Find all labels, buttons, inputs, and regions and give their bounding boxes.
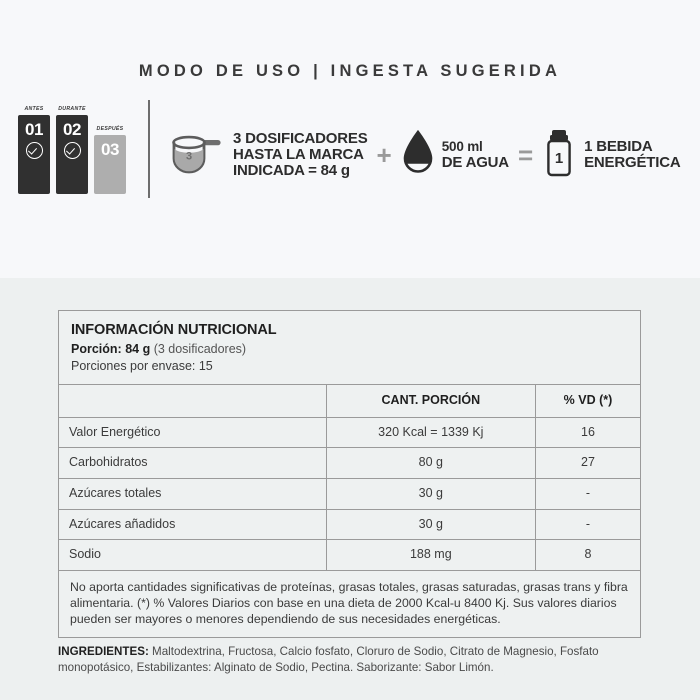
nutrition-facts-table <box>59 385 640 570</box>
nutrition-row-4-qty: 188 mg <box>326 540 535 570</box>
usage-scoop-text <box>233 131 368 180</box>
check-icon <box>26 142 43 159</box>
usage-step-03-caption: DESPUÉS <box>96 126 124 132</box>
equals-icon: = <box>517 140 534 170</box>
usage-result-line2: ENERGÉTICA <box>584 154 681 171</box>
usage-scoop-line3: INDICADA = 84 g <box>233 162 350 180</box>
usage-scoop-line2: HASTA LA MARCA <box>233 145 364 163</box>
usage-water-line2: DE AGUA <box>441 154 509 171</box>
usage-step-03 <box>94 106 126 194</box>
usage-step-02-block <box>56 115 88 194</box>
nutrition-footnote: No aporta cantidades significativas de proteínas, grasas totales, grasas saturadas, grasas trans y fibra alimentaria. (*) % Valores Diarios con base en una dieta de 2000 Kcal-u 8400 Kj. Sus valores diarios pueden ser mayores o menores dependiendo de sus necesidades energéticas. <box>59 570 640 637</box>
check-icon <box>64 142 81 159</box>
nutrition-row-0-qty: 320 Kcal = 1339 Kj <box>326 417 535 448</box>
table-row <box>59 540 640 570</box>
nutrition-row-2-name: Azúcares totales <box>59 478 326 509</box>
nutrition-table <box>58 310 641 638</box>
usage-formula-result-item <box>542 127 680 184</box>
usage-step-01-caption: ANTES <box>24 106 44 112</box>
usage-formula-scoop-item <box>168 125 368 186</box>
ingredients-text: Maltodextrina, Fructosa, Calcio fosfato, Cloruro de Sodio, Citrato de Magnesio, Fosfato monopotásico, Estabilizantes: Alginato de Sodio, Pectina. Saborizante: Sabor Limón. <box>58 645 599 675</box>
nutrition-row-3-qty: 30 g <box>326 509 535 540</box>
shaker-bottle-icon <box>542 127 576 184</box>
usage-result-line1: 1 BEBIDA <box>584 137 653 155</box>
nutrition-row-1-name: Carbohidratos <box>59 448 326 479</box>
nutrition-col-header-qty: CANT. PORCIÓN <box>326 385 535 417</box>
usage-step-02-caption: DURANTE <box>58 106 86 112</box>
usage-title: MODO DE USO | INGESTA SUGERIDA <box>138 62 562 80</box>
usage-step-02 <box>56 106 88 194</box>
nutrition-portion-note: (3 dosificadores) <box>153 342 247 356</box>
nutrition-row-0-vd: 16 <box>535 417 640 448</box>
nutrition-heading: INFORMACIÓN NUTRICIONAL <box>71 322 277 338</box>
usage-water-line1: 500 ml <box>441 138 483 154</box>
table-row <box>59 478 640 509</box>
scoop-badge-number: 3 <box>185 150 193 162</box>
usage-steps-group <box>18 104 130 194</box>
usage-step-03-block <box>94 135 126 194</box>
table-row <box>59 509 640 540</box>
usage-result-text <box>584 139 680 171</box>
nutrition-row-4-vd: 8 <box>535 540 640 570</box>
usage-scoop-line1: 3 DOSIFICADORES <box>233 129 368 147</box>
nutrition-row-2-qty: 30 g <box>326 478 535 509</box>
plus-icon: + <box>376 140 392 170</box>
usage-step-02-number: 02 <box>63 120 81 139</box>
nutrition-row-3-name: Azúcares añadidos <box>59 509 326 540</box>
nutrition-portion-value: 84 g <box>125 342 151 356</box>
nutrition-section <box>0 278 700 700</box>
usage-step-01-block <box>18 115 50 194</box>
table-row <box>59 417 640 448</box>
nutrition-row-0-name: Valor Energético <box>59 417 326 448</box>
usage-formula-water-item <box>401 129 509 182</box>
ingredients-label: INGREDIENTES: <box>58 645 149 658</box>
bottle-badge-number: 1 <box>554 149 564 167</box>
nutrition-row-1-vd: 27 <box>535 448 640 479</box>
nutrition-row-4-name: Sodio <box>59 540 326 570</box>
usage-water-text <box>442 139 509 171</box>
nutrition-row-3-vd: - <box>535 509 640 540</box>
nutrition-column-header-row <box>59 385 640 417</box>
nutrition-col-header-vd: % VD (*) <box>563 393 613 407</box>
nutrition-row-1-qty: 80 g <box>326 448 535 479</box>
table-row <box>59 448 640 479</box>
nutrition-table-body <box>59 385 640 570</box>
nutrition-portion-line <box>71 341 628 358</box>
ingredients-block <box>58 644 654 677</box>
scoop-icon <box>168 125 224 186</box>
usage-divider <box>148 100 150 198</box>
usage-step-01-number: 01 <box>25 120 43 139</box>
nutrition-col-header-blank <box>59 385 326 417</box>
usage-formula-row <box>168 112 680 198</box>
nutrition-row-2-vd: - <box>535 478 640 509</box>
water-drop-icon <box>401 129 435 182</box>
usage-step-01 <box>18 106 50 194</box>
nutrition-servings-line: Porciones por envase: 15 <box>71 358 213 373</box>
nutrition-table-header <box>59 311 640 385</box>
usage-section <box>0 0 700 278</box>
usage-step-03-number: 03 <box>101 140 119 159</box>
nutrition-portion-label: Porción: <box>71 342 122 356</box>
